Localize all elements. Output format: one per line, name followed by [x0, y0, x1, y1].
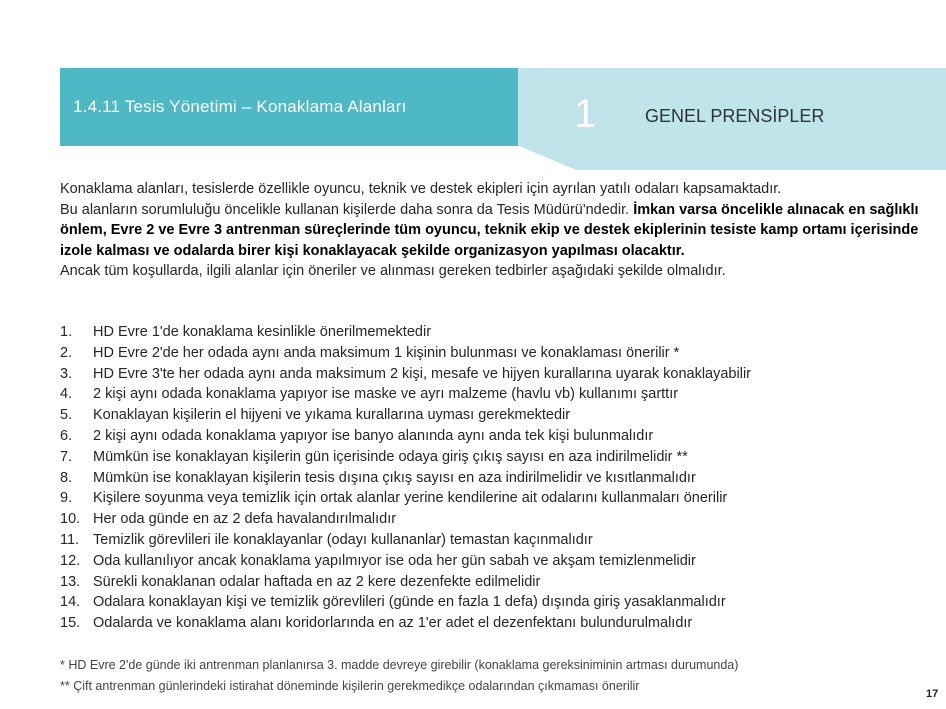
list-item: [60, 551, 940, 572]
list-item-number: 6.: [60, 427, 73, 444]
list-item-text: Mümkün ise konaklayan kişilerin gün içerisinde odaya giriş çıkış sayısı en aza indirilmelidir **: [93, 448, 688, 465]
list-item: [60, 405, 940, 426]
intro-paragraph: [60, 179, 940, 282]
intro-line-1: Konaklama alanları, tesislerde özellikle oyuncu, teknik ve destek ekipleri için ayrılan yatılı odaları kapsamaktadır.: [60, 181, 782, 197]
list-item-text: Sürekli konaklanan odalar haftada en az 2 kere dezenfekte edilmelidir: [93, 573, 541, 590]
section-title: GENEL PRENSİPLER: [645, 106, 825, 126]
list-item-text: Odalarda ve konaklama alanı koridorlarında en az 1'er adet el dezenfektanı bulundurulmalıdır: [93, 615, 693, 632]
footnotes: [60, 655, 920, 697]
list-item-text: Temizlik görevlileri ile konaklayanlar (odayı kullananlar) temastan kaçınmalıdır: [93, 531, 593, 548]
list-item-text: HD Evre 2'de her odada aynı anda maksimum 1 kişinin bulunması ve konaklaması önerilir *: [93, 344, 680, 361]
list-item-number: 8.: [60, 469, 73, 486]
list-item: [60, 468, 940, 489]
list-item-text: Konaklayan kişilerin el hijyeni ve yıkama kurallarına uyması gerekmektedir: [93, 407, 571, 424]
list-item-text: Odalara konaklayan kişi ve temizlik görevlileri (günde en fazla 1 defa) dışında giriş yasaklanmalıdır: [93, 594, 726, 611]
list-item: [60, 509, 940, 530]
list-item-number: 13.: [60, 573, 81, 590]
list-item-number: 9.: [60, 490, 73, 507]
list-item-number: 2.: [60, 344, 73, 361]
list-item: [60, 447, 940, 468]
list-item-text: 2 kişi aynı odada konaklama yapıyor ise banyo alanında aynı anda tek kişi bulunmalıdır: [93, 427, 654, 444]
list-item-number: 3.: [60, 365, 73, 382]
list-item-number: 14.: [60, 594, 81, 611]
list-item-text: 2 kişi aynı odada konaklama yapıyor ise maske ve ayrı malzeme (havlu vb) kullanımı şarttır: [93, 386, 679, 403]
list-item: [60, 343, 940, 364]
list-item-text: Mümkün ise konaklayan kişilerin tesis dışına çıkış sayısı en aza indirilmelidir ve kısıtlanmalıdır: [93, 469, 696, 486]
list-item: [60, 384, 940, 405]
list-item-text: HD Evre 1'de konaklama kesinlikle önerilmemektedir: [93, 324, 432, 340]
section-number: 1: [574, 92, 597, 136]
list-item: [60, 488, 940, 509]
intro-bold-text: İmkan varsa öncelikle alınacak en sağlıklı önlem, Evre 2 ve Evre 3 antrenman süreçlerinde tüm oyuncu, teknik ekip ve destek ekiplerinin tesiste kamp ortamı içerisinde izole kalması ve odalarda birer kişi konaklayacak şekilde organizasyon yapılması olacaktır.: [60, 201, 919, 259]
list-item-text: Her oda günde en az 2 defa havalandırılmalıdır: [93, 511, 397, 528]
rules-list: [60, 322, 940, 634]
list-item: [60, 572, 940, 593]
intro-line-3: Ancak tüm koşullarda, ilgili alanlar için öneriler ve alınması gereken tedbirler aşağıdaki şekilde olmalıdır.: [60, 263, 726, 279]
page-title: 1.4.11 Tesis Yönetimi – Konaklama Alanları: [73, 97, 407, 116]
list-item: [60, 322, 940, 343]
list-item-text: HD Evre 3'te her odada aynı anda maksimum 2 kişi, mesafe ve hijyen kurallarına uyarak konaklayabilir: [93, 365, 751, 382]
list-item-number: 5.: [60, 407, 73, 424]
list-item-number: 15.: [60, 615, 81, 632]
list-item-number: 7.: [60, 448, 73, 465]
list-item-number: 4.: [60, 386, 73, 403]
list-item-number: 1.: [60, 324, 73, 340]
intro-line-2: Bu alanların sorumluluğu öncelikle kullanan kişilerde daha sonra da Tesis Müdürü'ndedir.: [60, 201, 634, 218]
list-item-text: Oda kullanılıyor ancak konaklama yapılmıyor ise oda her gün sabah ve akşam temizlenmelidir: [93, 552, 696, 569]
list-item-number: 11.: [60, 531, 80, 548]
page-number: 17: [926, 688, 939, 700]
list-item: [60, 426, 940, 447]
footnote-2: ** Çift antrenman günlerindeki istirahat döneminde kişilerin gerekmedikçe odalarından çıkmaması önerilir: [60, 679, 640, 693]
list-item-text: Kişilere soyunma veya temizlik için ortak alanlar yerine kendilerine ait odalarını kullanmaları önerilir: [93, 490, 728, 507]
list-item: [60, 530, 940, 551]
list-item-number: 12.: [60, 552, 81, 569]
footnote-1: * HD Evre 2'de günde iki antrenman planlanırsa 3. madde devreye girebilir (konaklama gereksiniminin artması durumunda): [60, 658, 739, 672]
list-item: [60, 364, 940, 385]
list-item: [60, 613, 940, 634]
list-item: [60, 592, 940, 613]
list-item-number: 10.: [60, 511, 81, 528]
